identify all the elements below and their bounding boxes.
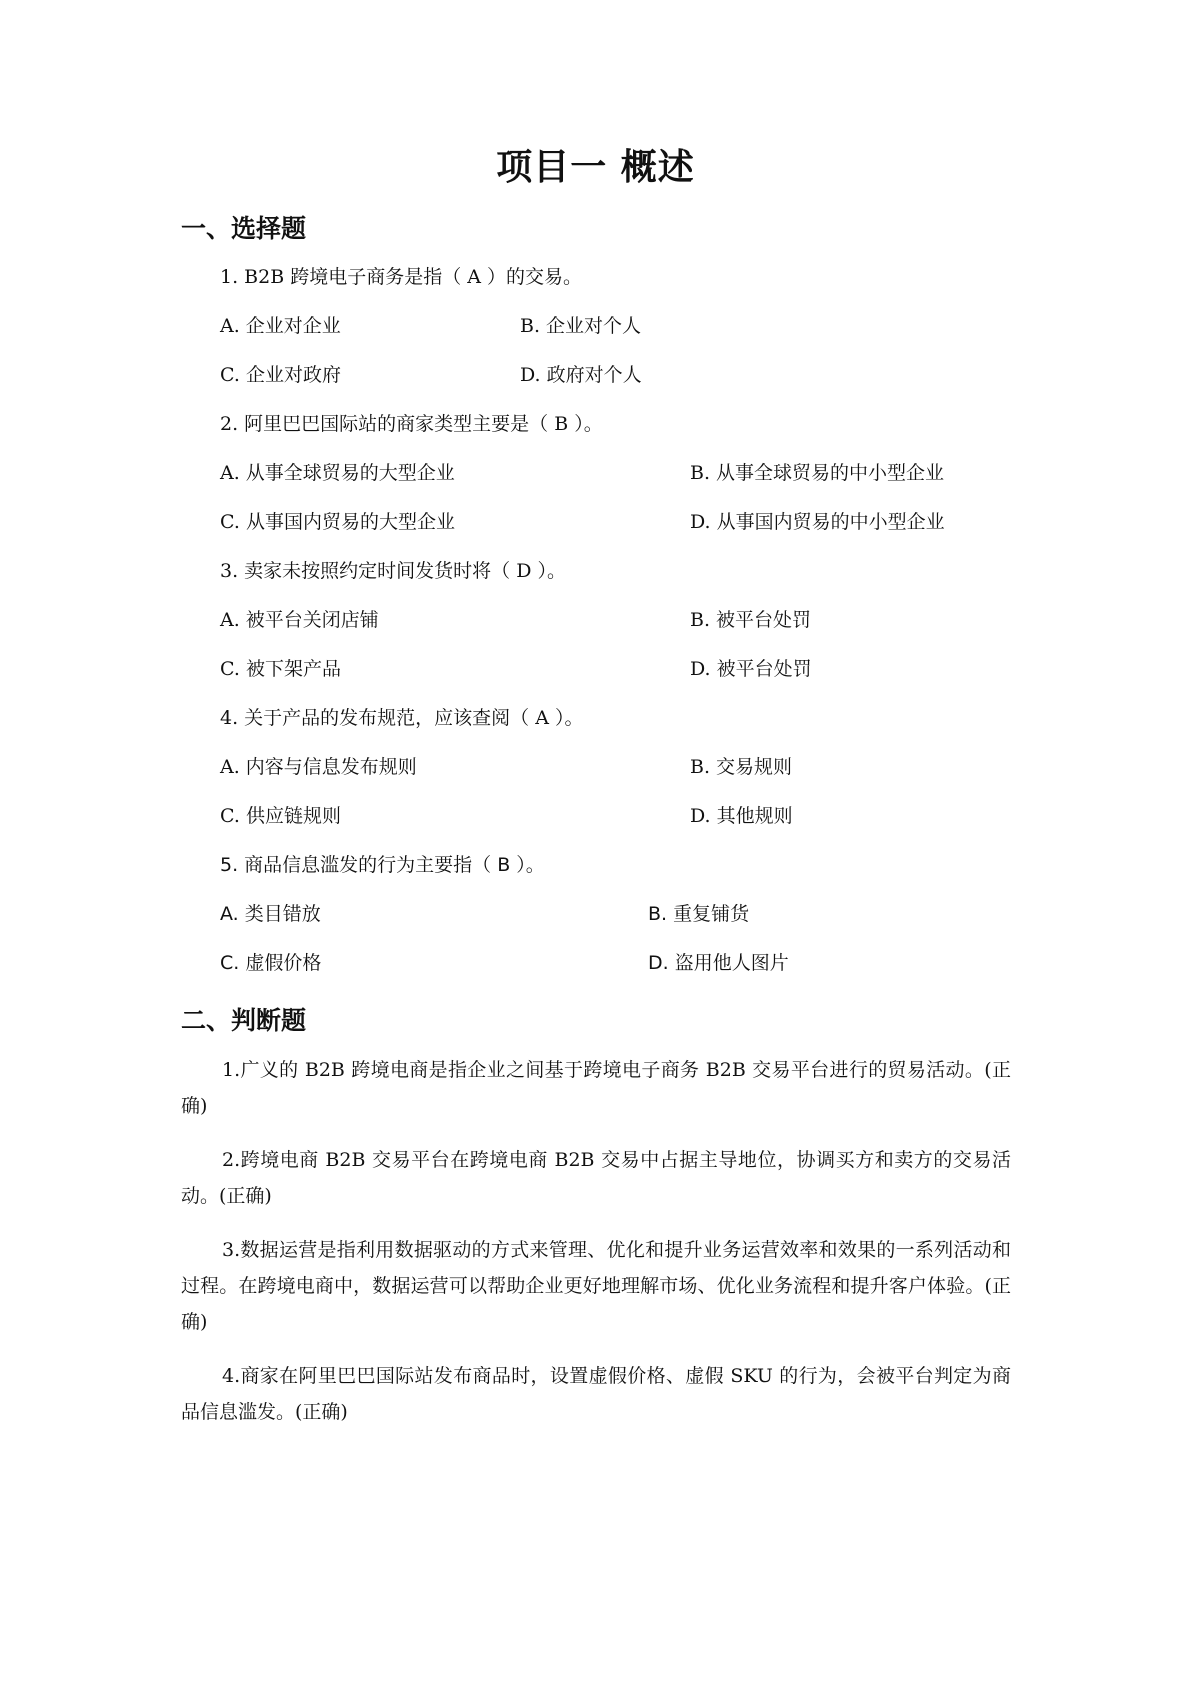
question-option: B. 企业对个人 (520, 315, 642, 337)
question-option: A. 企业对企业 (220, 315, 341, 337)
judge-item: 4.商家在阿里巴巴国际站发布商品时，设置虚假价格、虚假 SKU 的行为，会被平台判定为商品信息滥发。(正确) (181, 1365, 1011, 1423)
section-heading-choice: 一、选择题 (181, 214, 307, 243)
question-option: A. 从事全球贸易的大型企业 (220, 462, 455, 484)
question-stem: 4. 关于产品的发布规范，应该查阅（ A ）。 (220, 707, 584, 729)
question-option: A. 被平台关闭店铺 (220, 609, 379, 631)
question-option: D. 盗用他人图片 (648, 952, 789, 974)
question-option: B. 交易规则 (690, 756, 793, 778)
question-option: C. 企业对政府 (220, 364, 341, 386)
question-option: A. 内容与信息发布规则 (220, 756, 417, 778)
question-option: D. 其他规则 (690, 805, 793, 827)
question-stem: 5. 商品信息滥发的行为主要指（ B ）。 (220, 854, 545, 876)
question-option: D. 政府对个人 (520, 364, 642, 386)
question-option: C. 供应链规则 (220, 805, 341, 827)
question-option: B. 从事全球贸易的中小型企业 (690, 462, 945, 484)
judge-item: 3.数据运营是指利用数据驱动的方式来管理、优化和提升业务运营效率和效果的一系列活动和过程。在跨境电商中，数据运营可以帮助企业更好地理解市场、优化业务流程和提升客户体验。(正确) (181, 1239, 1011, 1333)
question-stem: 1. B2B 跨境电子商务是指（ A ）的交易。 (220, 266, 583, 288)
question-stem: 3. 卖家未按照约定时间发货时将（ D ）。 (220, 560, 566, 582)
question-stem: 2. 阿里巴巴国际站的商家类型主要是（ B ）。 (220, 413, 603, 435)
section-heading-judge: 二、判断题 (181, 1006, 307, 1035)
judge-item: 2.跨境电商 B2B 交易平台在跨境电商 B2B 交易中占据主导地位，协调买方和卖方的交易活动。(正确) (181, 1149, 1011, 1207)
question-option: B. 重复铺货 (648, 903, 750, 925)
question-option: A. 类目错放 (220, 903, 321, 925)
judge-item: 1.广义的 B2B 跨境电商是指企业之间基于跨境电子商务 B2B 交易平台进行的贸易活动。(正确) (181, 1059, 1011, 1117)
question-option: C. 虚假价格 (220, 952, 322, 974)
question-option: C. 从事国内贸易的大型企业 (220, 511, 455, 533)
question-option: C. 被下架产品 (220, 658, 341, 680)
question-option: D. 被平台处罚 (690, 658, 812, 680)
question-option: D. 从事国内贸易的中小型企业 (690, 511, 945, 533)
page-title: 项目一 概述 (496, 147, 695, 188)
question-option: B. 被平台处罚 (690, 609, 812, 631)
